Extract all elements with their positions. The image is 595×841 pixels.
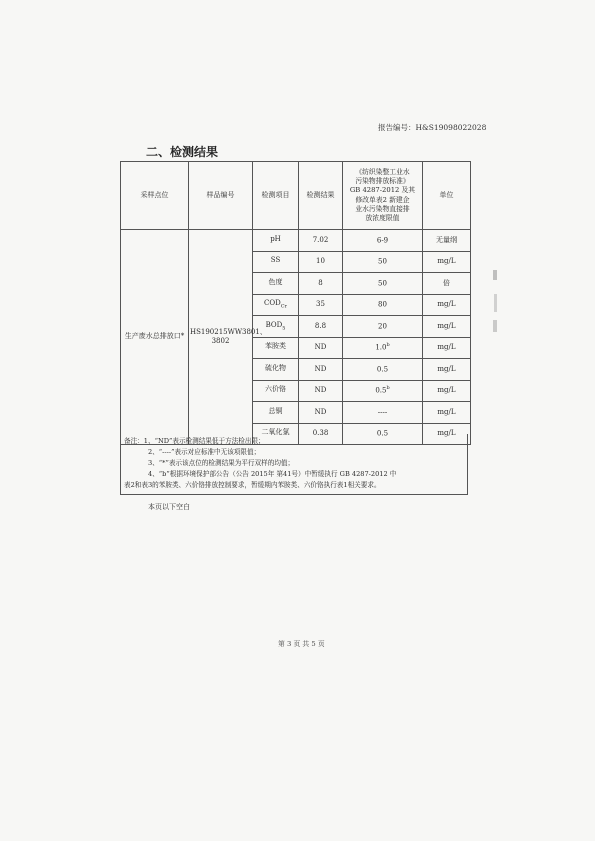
table-row bbox=[121, 230, 471, 252]
unit-cell: mg/L bbox=[423, 423, 471, 445]
standard-cell: ---- bbox=[343, 402, 423, 424]
unit-cell: 倍 bbox=[423, 273, 471, 295]
result-cell: 35 bbox=[299, 294, 343, 316]
header-unit: 单位 bbox=[423, 162, 471, 230]
result-cell: ND bbox=[299, 359, 343, 381]
standard-cell: 50 bbox=[343, 273, 423, 295]
results-table bbox=[120, 161, 471, 445]
unit-cell: mg/L bbox=[423, 294, 471, 316]
item-cell: 色度 bbox=[253, 273, 299, 295]
note-line: 备注：1、“ND”表示检测结果低于方法检出限； bbox=[124, 437, 265, 445]
scan-edge-mark bbox=[492, 268, 500, 338]
page-number: 第 3 页 共 5 页 bbox=[278, 640, 325, 648]
result-cell: 0.38 bbox=[299, 423, 343, 445]
header-result: 检测结果 bbox=[299, 162, 343, 230]
result-cell: 8.8 bbox=[299, 316, 343, 338]
unit-cell: mg/L bbox=[423, 337, 471, 359]
header-standard: 《纺织染整工业水 污染物排放标准》 GB 4287-2012 及其 修改单表2 新建企 业水污染物直接排 放浓度限值 bbox=[343, 162, 423, 230]
item-cell: $BOD_5$ bbox=[253, 316, 299, 338]
note-line: 2、“----”表示对应标准中无该项限值； bbox=[148, 448, 261, 456]
result-cell: ND bbox=[299, 337, 343, 359]
item-cell: 总铜 bbox=[253, 402, 299, 424]
item-cell: 二氧化氯 bbox=[253, 423, 299, 445]
result-cell: 10 bbox=[299, 251, 343, 273]
report-number: 报告编号：H&S19098022028 bbox=[378, 123, 487, 132]
header-item: 检测项目 bbox=[253, 162, 299, 230]
unit-cell: mg/L bbox=[423, 251, 471, 273]
standard-cell: 0.5 bbox=[343, 359, 423, 381]
result-cell: ND bbox=[299, 402, 343, 424]
unit-cell: mg/L bbox=[423, 359, 471, 381]
sampling-point-cell: 生产废水总排放口* bbox=[121, 230, 189, 445]
standard-cell: 20 bbox=[343, 316, 423, 338]
unit-cell: mg/L bbox=[423, 380, 471, 402]
standard-cell: 6-9 bbox=[343, 230, 423, 252]
header-sampling-point: 采样点位 bbox=[121, 162, 189, 230]
header-sample-id: 样品编号 bbox=[189, 162, 253, 230]
sample-id-cell: HS190215WW3801、3802 bbox=[189, 230, 253, 445]
standard-cell: 80 bbox=[343, 294, 423, 316]
unit-cell: mg/L bbox=[423, 316, 471, 338]
notes-block bbox=[120, 434, 468, 495]
item-cell: SS bbox=[253, 251, 299, 273]
item-cell: 苯胺类 bbox=[253, 337, 299, 359]
standard-cell: 0.5 bbox=[343, 423, 423, 445]
standard-cell: 50 bbox=[343, 251, 423, 273]
result-cell: ND bbox=[299, 380, 343, 402]
table-header-row bbox=[121, 162, 471, 230]
item-cell: 六价铬 bbox=[253, 380, 299, 402]
note-line: 3、“*”表示该点位的检测结果为平行双样的均值； bbox=[148, 459, 295, 467]
item-cell: pH bbox=[253, 230, 299, 252]
section-title: 二、检测结果 bbox=[146, 145, 219, 159]
unit-cell: 无量纲 bbox=[423, 230, 471, 252]
result-cell: 8 bbox=[299, 273, 343, 295]
note-line: 4、“b”根据环境保护部公告（公告 2015年 第41号）中暂缓执行 GB 4287-2012 中 bbox=[148, 470, 397, 478]
standard-cell: 0.5$^b$ bbox=[343, 380, 423, 402]
note-line: 表2和表3的苯胺类、六价铬排放控制要求，暂缓期内苯胺类、六价铬执行表1相关要求。 bbox=[124, 481, 381, 489]
item-cell: $COD_{Cr}$ bbox=[253, 294, 299, 316]
unit-cell: mg/L bbox=[423, 402, 471, 424]
item-cell: 硫化物 bbox=[253, 359, 299, 381]
blank-remark: 本页以下空白 bbox=[148, 503, 190, 511]
result-cell: 7.02 bbox=[299, 230, 343, 252]
standard-cell: 1.0$^b$ bbox=[343, 337, 423, 359]
